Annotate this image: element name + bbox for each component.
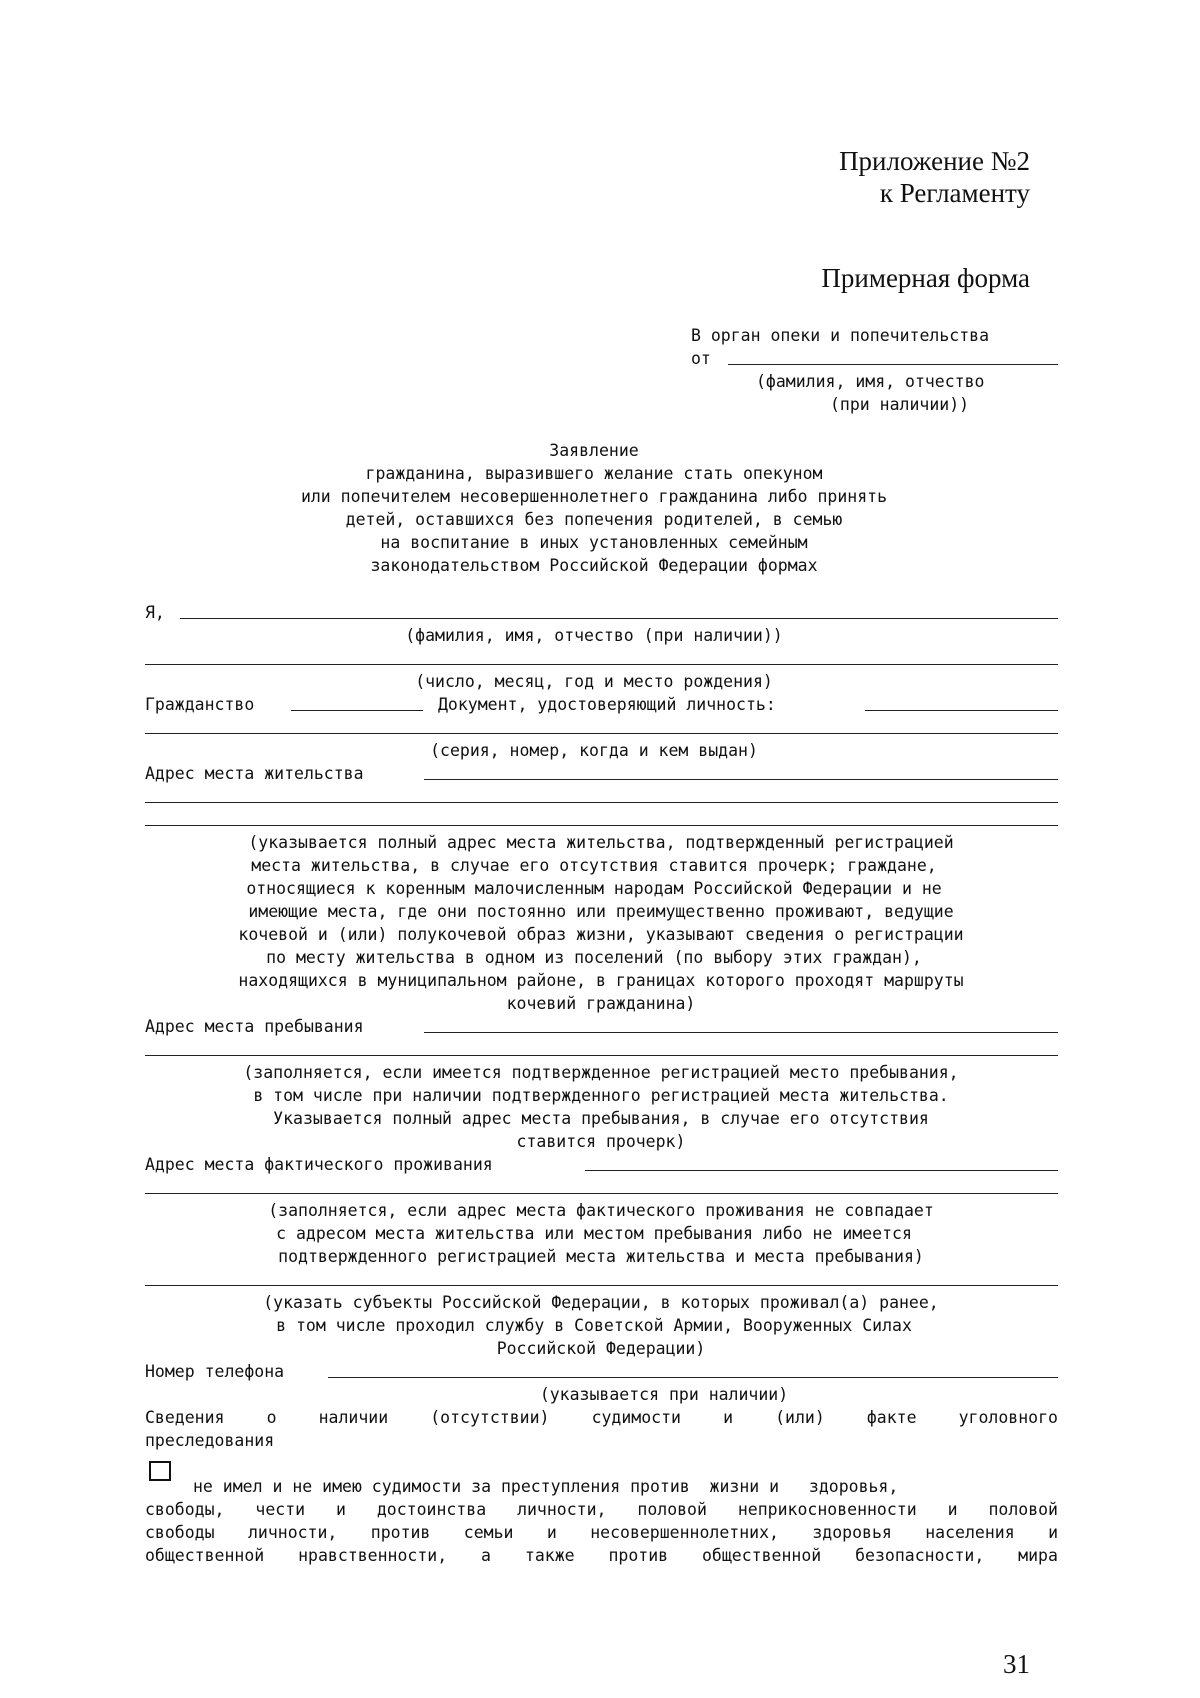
checkbox-word: чести xyxy=(255,1500,306,1519)
citizenship-label: Гражданство xyxy=(145,695,255,714)
residence-field-line-3[interactable] xyxy=(145,825,1058,826)
criminal-word: Сведения xyxy=(145,1408,225,1427)
criminal-word: (отсутствии) xyxy=(430,1408,550,1427)
title-line-3: или попечителем несовершеннолетнего гражданина либо принять xyxy=(300,487,888,506)
stay-hint-3: Указывается полный адрес места пребывания, в случае его отсутствия xyxy=(273,1109,929,1128)
appendix-line1: Приложение №2 xyxy=(839,146,1030,176)
criminal-word: факте xyxy=(866,1408,917,1427)
residence-hint-7: находящихся в муниципальном районе, в границах которого проходят маршруты xyxy=(238,971,964,990)
criminal-word: судимости xyxy=(591,1408,681,1427)
stay-label: Адрес места пребывания xyxy=(145,1017,364,1036)
checkbox-word: половой xyxy=(988,1500,1058,1519)
checkbox-word: здоровья xyxy=(812,1523,892,1542)
checkbox-word: нравственности, xyxy=(298,1546,448,1565)
checkbox-word: достоинства xyxy=(376,1500,487,1519)
checkbox-word: свободы, xyxy=(145,1500,225,1519)
document-field-line-2[interactable] xyxy=(145,733,1058,734)
document-label: Документ, удостоверяющий личность: xyxy=(438,695,776,714)
regions-hint-2: в том числе проходил службу в Советской Армии, Вооруженных Силах xyxy=(276,1316,912,1335)
stay-hint-4: ставится прочерк) xyxy=(516,1132,686,1151)
criminal-heading-line-2: преследования xyxy=(145,1431,275,1450)
fio-field-line[interactable] xyxy=(180,618,1058,619)
residence-field-line-2[interactable] xyxy=(145,802,1058,803)
criminal-word: уголовного xyxy=(958,1408,1058,1427)
criminal-word: наличии xyxy=(318,1408,389,1427)
checkbox-word: населения xyxy=(925,1523,1015,1542)
no-criminal-record-checkbox[interactable] xyxy=(149,1461,171,1481)
document-hint: (серия, номер, когда и кем выдан) xyxy=(430,741,758,760)
criminal-word: (или) xyxy=(775,1408,825,1427)
document-field-line[interactable] xyxy=(865,710,1058,711)
regions-hint-1: (указать субъекты Российской Федерации, в которых проживал(а) ранее, xyxy=(263,1293,939,1312)
phone-field-line[interactable] xyxy=(328,1377,1058,1378)
from-field-line[interactable] xyxy=(728,364,1058,365)
checkbox-word: личности, xyxy=(247,1523,338,1542)
addressee-from-label: от xyxy=(691,349,711,368)
checkbox-word: и xyxy=(947,1500,958,1519)
checkbox-text-line-2 xyxy=(145,1498,1058,1521)
checkbox-word: а xyxy=(481,1546,491,1565)
checkbox-word: мира xyxy=(1018,1546,1058,1565)
phone-label: Номер телефона xyxy=(145,1362,285,1381)
title-line-4: детей, оставшихся без попечения родителей, в семью xyxy=(345,510,843,529)
form-type-label: Примерная форма xyxy=(821,263,1030,293)
criminal-word: и xyxy=(723,1408,733,1427)
criminal-heading-line xyxy=(145,1406,1058,1429)
actual-hint-2: с адресом места жительства или местом пребывания либо не имеется xyxy=(276,1224,912,1243)
birth-field-line[interactable] xyxy=(145,664,1058,665)
residence-hint-8: кочевий гражданина) xyxy=(506,994,696,1013)
title-line-6: законодательством Российской Федерации формах xyxy=(370,556,818,575)
checkbox-word: безопасности, xyxy=(855,1546,985,1565)
stay-field-line-2[interactable] xyxy=(145,1055,1058,1056)
actual-field-line-2[interactable] xyxy=(145,1193,1058,1194)
actual-label: Адрес места фактического проживания xyxy=(145,1155,493,1174)
checkbox-word: неприкосновенности xyxy=(737,1500,917,1519)
residence-hint-2: места жительства, в случае его отсутствия ставится прочерк; граждане, xyxy=(251,856,937,875)
residence-hint-1: (указывается полный адрес места жительства, подтвержденный регистрацией xyxy=(248,833,954,852)
criminal-word: о xyxy=(266,1408,277,1427)
stay-hint-2: в том числе при наличии подтвержденного регистрацией места жительства. xyxy=(253,1086,949,1105)
checkbox-word: против xyxy=(608,1546,669,1565)
regions-hint-3: Российской Федерации) xyxy=(496,1339,706,1358)
checkbox-word: общественной xyxy=(145,1546,265,1565)
citizenship-field-line[interactable] xyxy=(291,710,423,711)
actual-field-line[interactable] xyxy=(585,1170,1058,1171)
checkbox-word: половой xyxy=(637,1500,707,1519)
from-hint-2: (при наличии)) xyxy=(830,395,970,414)
checkbox-word: и xyxy=(546,1523,557,1542)
addressee-to: В орган опеки и попечительства xyxy=(691,326,990,345)
actual-hint-3: подтвержденного регистрацией места жительства и места пребывания) xyxy=(278,1247,924,1266)
appendix-line2: к Регламенту xyxy=(879,178,1030,208)
actual-hint-1: (заполняется, если адрес места фактического проживания не совпадает xyxy=(268,1201,934,1220)
birth-hint: (число, месяц, год и место рождения) xyxy=(415,672,773,691)
checkbox-word: несовершеннолетних, xyxy=(590,1523,779,1542)
title-line-1: Заявление xyxy=(549,441,639,460)
checkbox-word: свободы xyxy=(145,1523,215,1542)
title-line-5: на воспитание в иных установленных семейным xyxy=(380,533,808,552)
i-label: Я, xyxy=(145,603,165,622)
residence-hint-5: кочевой и (или) полукочевой образ жизни, указывают сведения о регистрации xyxy=(238,925,964,944)
from-hint-1: (фамилия, имя, отчество xyxy=(756,372,985,391)
fio-hint: (фамилия, имя, отчество (при наличии)) xyxy=(405,626,783,645)
page-number: 31 xyxy=(1003,1649,1030,1679)
checkbox-word: общественной xyxy=(701,1546,822,1565)
stay-field-line[interactable] xyxy=(424,1032,1058,1033)
checkbox-word: семьи xyxy=(463,1523,514,1542)
checkbox-word: и xyxy=(336,1500,346,1519)
checkbox-word: личности, xyxy=(517,1500,607,1519)
checkbox-text-line-1: не имел и не имею судимости за преступления против жизни и здоровья, xyxy=(193,1477,899,1496)
stay-hint-1: (заполняется, если имеется подтвержденное регистрацией место пребывания, xyxy=(243,1063,959,1082)
checkbox-text-line-4 xyxy=(145,1544,1058,1567)
checkbox-word: и xyxy=(1048,1523,1058,1542)
residence-hint-4: имеющие места, где они постоянно или преимущественно проживают, ведущие xyxy=(248,902,954,921)
residence-label: Адрес места жительства xyxy=(145,764,364,783)
regions-field-line[interactable] xyxy=(145,1285,1058,1286)
residence-hint-6: по месту жительства в одном из поселений (по выбору этих граждан), xyxy=(266,948,922,967)
residence-field-line[interactable] xyxy=(424,779,1058,780)
checkbox-word: против xyxy=(370,1523,431,1542)
title-line-2: гражданина, выразившего желание стать опекуном xyxy=(365,464,823,483)
phone-hint: (указывается при наличии) xyxy=(539,1385,789,1404)
checkbox-word: также xyxy=(524,1546,575,1565)
checkbox-text-line-3 xyxy=(145,1521,1058,1544)
residence-hint-3: относящиеся к коренным малочисленным народам Российской Федерации и не xyxy=(246,879,942,898)
